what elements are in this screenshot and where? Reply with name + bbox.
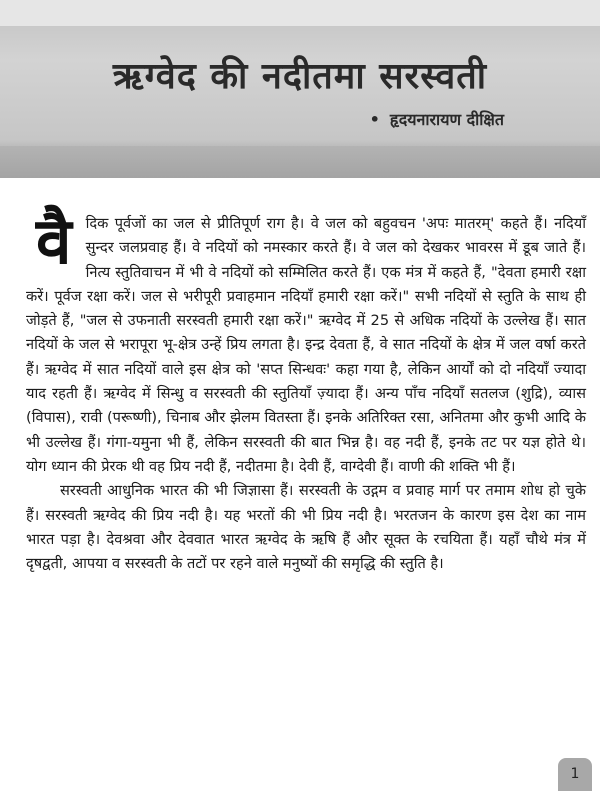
author-bullet: •: [369, 110, 380, 129]
page-number: 1: [558, 758, 592, 791]
author-name: हृदयनारायण दीक्षित: [389, 110, 504, 129]
header-bottom-band: [0, 146, 600, 178]
header-top-band: [0, 0, 600, 26]
chapter-title: ऋग्वेद की नदीतमा सरस्वती: [112, 56, 488, 97]
chapter-header: [0, 0, 600, 178]
paragraph-2: सरस्वती आधुनिक भारत की भी जिज्ञासा हैं। सरस्वती के उद्गम व प्रवाह मार्ग पर तमाम शोध हो चुके हैं। सरस्वती ऋग्वेद की प्रिय नदी है। यह भरतों की भी प्रिय नदी है। भरतजन के कारण इस देश का नाम भारत पड़ा है। देवश्रवा और देववात भारत ऋग्वेद के ऋषि हैं और सूक्त के रचयिता हैं। यहाँ चौथे मंत्र में दृषद्वती, आपया व सरस्वती के तटों पर रहने वाले मनुष्यों की समृद्धि की स्तुति है।: [26, 482, 586, 573]
paragraph-1: [26, 205, 586, 479]
paragraph-1-text: दिक पूर्वजों का जल से प्रीतिपूर्ण राग है। वे जल को बहुवचन 'अपः मातरम्' कहते हैं। नदियाँ सुन्दर जलप्रवाह हैं। वे नदियों को नमस्कार करते हैं। वे जल को देखकर भावरस में डूब जाते हैं। नित्य स्तुतिवाचन में भी वे नदियों को सम्मिलित करते हैं। एक मंत्र में कहते हैं, "देवता हमारी रक्षा करें। पूर्वज रक्षा करें। जल से भरीपूरी प्रवाहमान नदियाँ हमारी रक्षा करें।" सभी नदियों से स्तुति के साथ ही जोड़ते हैं, "जल से उफनाती सरस्वती हमारी रक्षा करें।" ऋग्वेद में 25 से अधिक नदियों के उल्लेख हैं। सात नदियों के जल से भरापूरा भू-क्षेत्र उन्हें प्रिय लगता है। इन्द्र देवता हैं, वे सात नदियों के क्षेत्र में जल वर्षा करते हैं। ऋग्वेद में सात नदियों वाले इस क्षेत्र को 'सप्त सिन्धवः' कहा गया है, लेकिन आर्यों को दो नदियाँ ज्यादा याद रहती हैं। ऋग्वेद में सिन्धु व सरस्वती की स्तुतियाँ ज़्यादा हैं। अन्य पाँच नदियाँ सतलज (शुद्रि), व्यास (विपास), रावी (परूष्णी), चिनाब और झेलम वितस्ता हैं। इनके अतिरिक्त रसा, अनितमा और कुभी आदि के भी उल्लेख हैं। गंगा-यमुना भी हैं, लेकिन सरस्वती की बात भिन्न है। वह नदी हैं, इनके तट पर यज्ञ होते थे। योग ध्यान की प्रेरक थी वह प्रिय नदी हैं, नदीतमा है। देवी हैं, वाग्देवी हैं। वाणी की शक्ति भी हैं।: [26, 215, 586, 475]
article-body: [26, 205, 586, 576]
drop-cap: वै: [36, 205, 72, 279]
author-line: [370, 108, 504, 130]
